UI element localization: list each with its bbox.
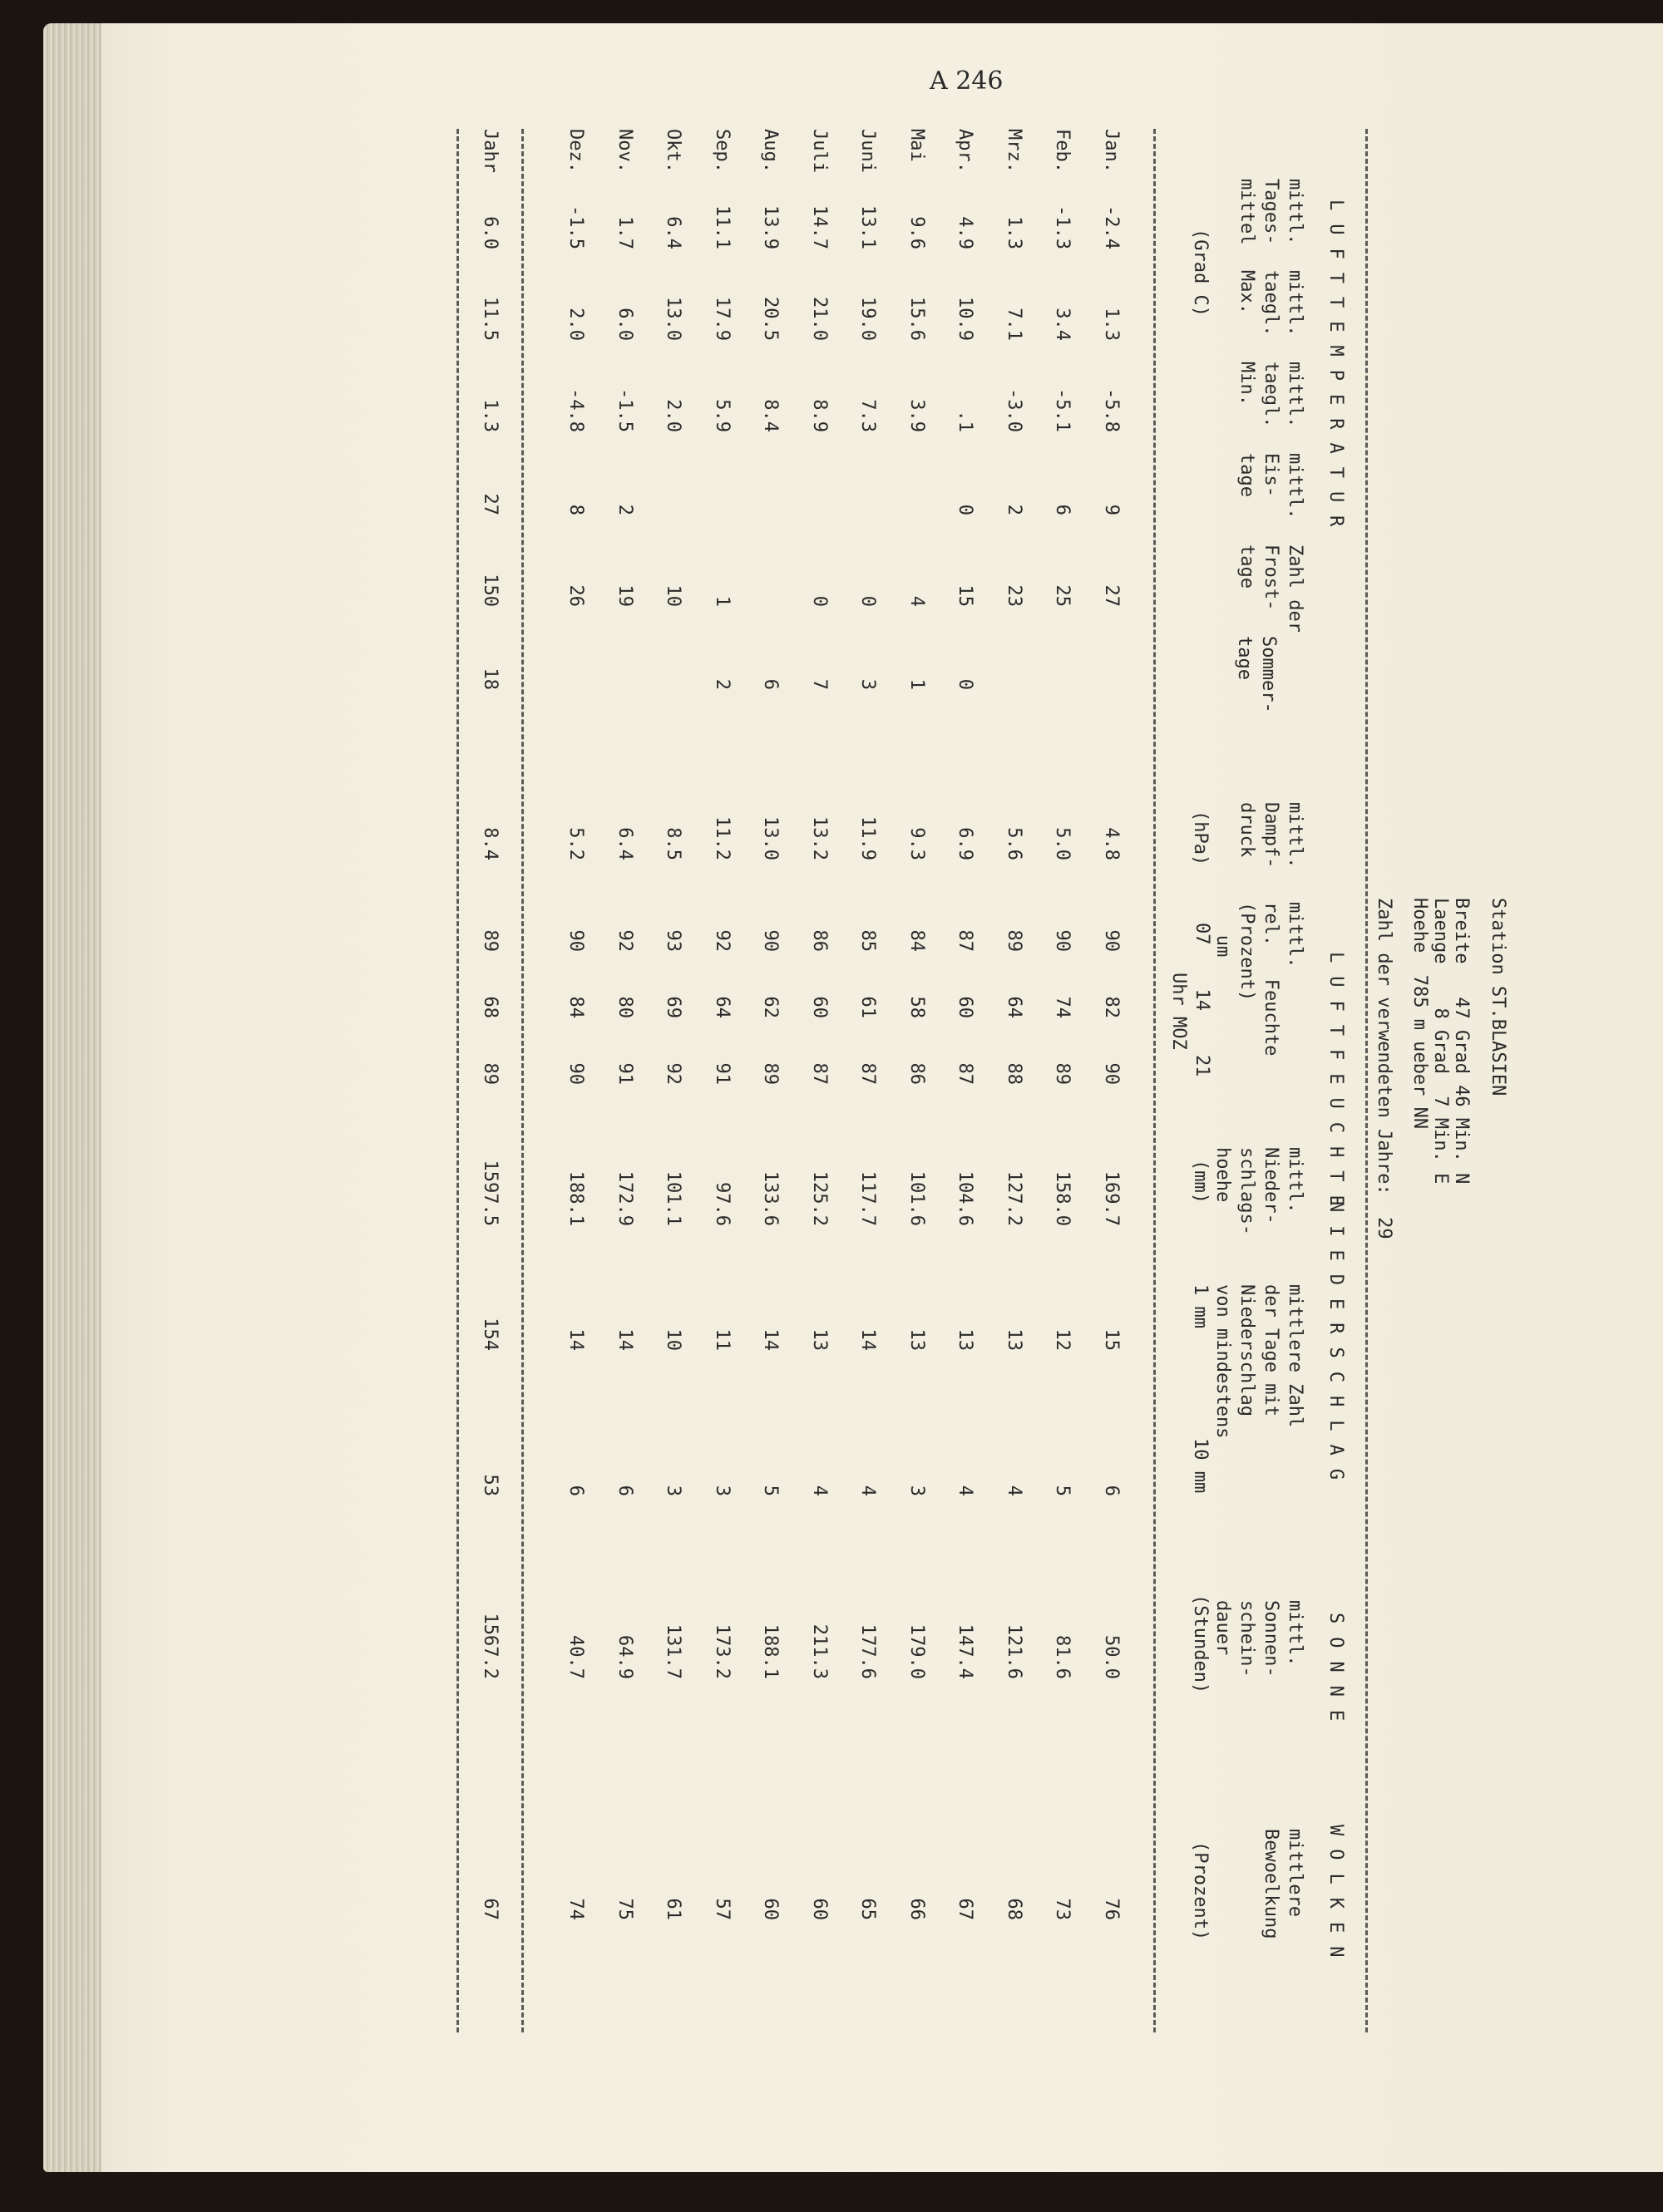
cell-max: 20.5 [760,297,782,341]
header-taegl-max: mittl. taegl. Max. [1236,270,1305,337]
cell-min: -4.8 [565,388,587,432]
month-label: Feb. [1052,129,1073,173]
cell-sommertage: 1 [906,678,927,690]
header-niederschlagshoehe: mittl. Nieder- schlags- hoehe [1212,1147,1305,1235]
cell-feuchte-21: 89 [480,1062,501,1085]
cell-tage-1mm: 13 [955,1328,976,1351]
cell-max: 17.9 [712,297,733,341]
header-dampfdruck: mittl. Dampf- druck [1236,802,1305,869]
cell-bewoelkung: 60 [760,1898,782,1920]
unit-10mm: 10 mm [1190,1438,1211,1494]
cell-feuchte-14: 69 [663,996,684,1018]
header-sonnenscheindauer: mittl. Sonnen- schein- dauer [1212,1600,1305,1677]
month-label: Jahr [480,129,501,173]
month-label: Jan. [1101,129,1122,173]
cell-max: 6.0 [614,308,635,341]
cell-bewoelkung: 65 [857,1898,879,1920]
cell-frosttage: 27 [1101,584,1122,607]
cell-tage-1mm: 13 [809,1328,830,1351]
cell-dampfdruck: 13.2 [809,816,830,860]
cell-feuchte-14: 61 [857,996,879,1018]
cell-sonne: 147.4 [955,1623,976,1679]
cell-feuchte-21: 87 [857,1062,879,1085]
month-label: Okt. [663,129,684,173]
cell-min: .1 [955,410,976,432]
unit-feuchte-uhr: Uhr MOZ [1168,973,1189,1050]
rule-year-top [521,129,524,2032]
cell-dampfdruck: 6.9 [955,827,976,860]
cell-feuchte-07: 89 [1004,929,1024,952]
cell-min: 8.4 [760,399,782,432]
unit-feuchte-times: 07 14 21 [1192,923,1212,1077]
cell-tage-1mm: 154 [480,1318,501,1351]
cell-feuchte-21: 89 [1052,1062,1073,1085]
cell-feuchte-07: 87 [955,929,976,952]
cell-feuchte-07: 92 [712,929,733,952]
cell-tage-1mm: 14 [614,1328,635,1351]
cell-sonne: 179.0 [906,1623,927,1679]
cell-dampfdruck: 11.9 [857,816,879,860]
cell-sonne: 188.1 [760,1623,782,1679]
cell-dampfdruck: 13.0 [760,816,782,860]
cell-tage-10mm: 4 [1004,1485,1024,1496]
cell-feuchte-07: 90 [1101,929,1122,952]
cell-tage-10mm: 3 [712,1485,733,1496]
cell-feuchte-07: 85 [857,929,879,952]
cell-sommertage: 18 [480,668,501,690]
cell-feuchte-07: 90 [760,929,782,952]
station-longitude: Laenge 8 Grad 7 Min. E [1430,898,1451,1185]
cell-tage-10mm: 5 [1052,1485,1073,1496]
cell-bewoelkung: 76 [1101,1898,1122,1920]
cell-tage-10mm: 3 [663,1485,684,1496]
cell-tagesmittel: 1.3 [1004,216,1024,249]
station-years: Zahl der verwendeten Jahre: 29 [1374,898,1394,1239]
cell-min: 3.9 [906,399,927,432]
cell-feuchte-07: 90 [565,929,587,952]
cell-bewoelkung: 61 [663,1898,684,1920]
cell-max: 10.9 [955,297,976,341]
cell-niederschlag: 101.1 [663,1170,684,1226]
cell-dampfdruck: 6.4 [614,827,635,860]
cell-sommertage: 0 [955,678,976,690]
cell-dampfdruck: 4.8 [1101,827,1122,860]
cell-feuchte-21: 91 [712,1062,733,1085]
month-label: Juni [857,129,879,173]
cell-niederschlag: 127.2 [1004,1170,1024,1226]
cell-bewoelkung: 57 [712,1898,733,1920]
cell-sonne: 131.7 [663,1623,684,1679]
cell-tage-1mm: 15 [1101,1328,1122,1351]
cell-tagesmittel: 14.7 [809,205,830,249]
cell-feuchte-21: 87 [955,1062,976,1085]
cell-dampfdruck: 5.2 [565,827,587,860]
cell-max: 21.0 [809,297,830,341]
cell-frosttage: 0 [809,595,830,607]
header-tagesmittel: mittl. Tages- mittel [1236,179,1305,245]
cell-bewoelkung: 67 [955,1898,976,1920]
cell-min: 5.9 [712,399,733,432]
cell-eistage: 2 [1004,504,1024,515]
cell-tagesmittel: 13.9 [760,205,782,249]
cell-niederschlag: 1597.5 [480,1160,501,1226]
cell-bewoelkung: 68 [1004,1898,1024,1920]
unit-niederschlag: (mm) [1190,1160,1211,1204]
month-label: Mrz. [1004,129,1024,173]
cell-min: -5.1 [1052,388,1073,432]
station-title: Station ST.BLASIEN [1488,898,1508,1096]
header-frosttage: Zahl der Frost- tage [1236,544,1305,633]
cell-dampfdruck: 8.4 [480,827,501,860]
cell-frosttage: 1 [712,595,733,607]
cell-tage-1mm: 11 [712,1328,733,1351]
cell-frosttage: 23 [1004,584,1024,607]
cell-eistage: 0 [955,504,976,515]
unit-wolken: (Prozent) [1190,1841,1211,1941]
cell-eistage: 9 [1101,504,1122,515]
cell-eistage: 8 [565,504,587,515]
cell-sonne: 121.6 [1004,1623,1024,1679]
cell-niederschlag: 169.7 [1101,1170,1122,1226]
cell-tage-10mm: 6 [565,1485,587,1496]
cell-frosttage: 10 [663,584,684,607]
cell-tage-1mm: 14 [760,1328,782,1351]
cell-bewoelkung: 74 [565,1898,587,1920]
climate-table [426,129,1515,2032]
header-rel-feuchte: mittl. rel. Feuchte (Prozent) um [1212,902,1305,1057]
cell-niederschlag: 125.2 [809,1170,830,1226]
cell-sonne: 177.6 [857,1623,879,1679]
cell-frosttage: 150 [480,574,501,607]
cell-tagesmittel: 6.0 [480,216,501,249]
header-taegl-min: mittl. taegl. Min. [1236,362,1305,428]
cell-sonne: 40.7 [565,1635,587,1679]
cell-max: 3.4 [1052,308,1073,341]
month-label: Aug. [760,129,782,173]
cell-feuchte-21: 90 [565,1062,587,1085]
cell-feuchte-21: 89 [760,1062,782,1085]
cell-feuchte-07: 84 [906,929,927,952]
book-page-edges [43,23,101,2172]
cell-feuchte-21: 91 [614,1062,635,1085]
cell-feuchte-14: 64 [712,996,733,1018]
cell-tagesmittel: 11.1 [712,205,733,249]
cell-feuchte-21: 90 [1101,1062,1122,1085]
cell-tage-1mm: 13 [1004,1328,1024,1351]
cell-max: 7.1 [1004,308,1024,341]
group-niederschlag: NIEDERSCHLAG [1325,1201,1346,1493]
station-latitude: Breite 47 Grad 46 Min. N [1451,898,1472,1185]
cell-sonne: 211.3 [809,1623,830,1679]
cell-tagesmittel: -1.3 [1052,205,1073,249]
cell-max: 1.3 [1101,308,1122,341]
cell-feuchte-14: 60 [955,996,976,1018]
header-bewoelkung: mittlere Bewoelkung [1261,1829,1305,1939]
header-sommertage: Sommer- tage [1234,636,1279,713]
rule-header [1153,129,1156,2032]
unit-1mm: 1 mm [1190,1284,1211,1328]
cell-sonne: 173.2 [712,1623,733,1679]
cell-min: -3.0 [1004,388,1024,432]
month-label: Juli [809,129,830,173]
cell-tage-10mm: 6 [614,1485,635,1496]
cell-tage-1mm: 13 [906,1328,927,1351]
cell-tagesmittel: 4.9 [955,216,976,249]
cell-min: -5.8 [1101,388,1122,432]
group-lufttemperatur: LUFTTEMPERATUR [1325,200,1346,540]
cell-frosttage: 19 [614,584,635,607]
month-label: Apr. [955,129,976,173]
cell-tage-1mm: 14 [565,1328,587,1351]
cell-tage-10mm: 4 [955,1485,976,1496]
cell-feuchte-21: 92 [663,1062,684,1085]
cell-tage-10mm: 53 [480,1474,501,1496]
cell-feuchte-14: 58 [906,996,927,1018]
cell-niederschlag: 172.9 [614,1170,635,1226]
cell-bewoelkung: 73 [1052,1898,1073,1920]
unit-dampfdruck: (hPa) [1190,810,1211,866]
header-niederschlagstage: mittlere Zahl der Tage mit Niederschlag von mindestens [1212,1284,1305,1439]
rule-top [1365,129,1368,2032]
cell-tagesmittel: 13.1 [857,205,879,249]
cell-frosttage: 25 [1052,584,1073,607]
cell-min: 2.0 [663,399,684,432]
cell-feuchte-14: 82 [1101,996,1122,1018]
cell-sommertage: 3 [857,678,879,690]
cell-niederschlag: 97.6 [712,1182,733,1226]
cell-eistage: 2 [614,504,635,515]
group-sonne: SONNE [1325,1613,1346,1735]
cell-frosttage: 15 [955,584,976,607]
cell-dampfdruck: 9.3 [906,827,927,860]
cell-sommertage: 2 [712,678,733,690]
month-label: Nov. [614,129,635,173]
month-label: Sep. [712,129,733,173]
cell-feuchte-07: 89 [480,929,501,952]
cell-feuchte-07: 86 [809,929,830,952]
cell-eistage: 27 [480,493,501,515]
cell-max: 15.6 [906,297,927,341]
cell-dampfdruck: 8.5 [663,827,684,860]
cell-tage-1mm: 10 [663,1328,684,1351]
cell-frosttage: 4 [906,595,927,607]
cell-tagesmittel: 9.6 [906,216,927,249]
cell-bewoelkung: 67 [480,1898,501,1920]
page-number: A 246 [930,67,1004,96]
cell-feuchte-14: 62 [760,996,782,1018]
cell-frosttage: 26 [565,584,587,607]
cell-max: 2.0 [565,308,587,341]
cell-tagesmittel: -1.5 [565,205,587,249]
cell-bewoelkung: 75 [614,1898,635,1920]
cell-feuchte-21: 87 [809,1062,830,1085]
cell-feuchte-14: 74 [1052,996,1073,1018]
unit-sonne: (Stunden) [1190,1594,1211,1694]
cell-min: -1.5 [614,388,635,432]
group-wolken: WOLKEN [1325,1825,1346,1971]
cell-tage-10mm: 4 [857,1485,879,1496]
month-label: Dez. [565,129,587,173]
cell-sommertage: 7 [809,678,830,690]
cell-sonne: 50.0 [1101,1635,1122,1679]
cell-feuchte-07: 93 [663,929,684,952]
cell-dampfdruck: 5.0 [1052,827,1073,860]
cell-tagesmittel: 6.4 [663,216,684,249]
cell-tage-1mm: 12 [1052,1328,1073,1351]
cell-niederschlag: 117.7 [857,1170,879,1226]
cell-tage-10mm: 6 [1101,1485,1122,1496]
cell-min: 1.3 [480,399,501,432]
unit-temperature: (Grad C) [1190,229,1211,317]
month-label: Mai [906,129,927,162]
cell-tage-1mm: 14 [857,1328,879,1351]
cell-max: 13.0 [663,297,684,341]
station-altitude: Hoehe 785 m ueber NN [1409,898,1430,1130]
cell-feuchte-14: 68 [480,996,501,1018]
cell-bewoelkung: 60 [809,1898,830,1920]
group-luftfeuchte: LUFTFEUCHTE [1325,952,1346,1219]
cell-tage-10mm: 5 [760,1485,782,1496]
cell-dampfdruck: 11.2 [712,816,733,860]
cell-tage-10mm: 3 [906,1485,927,1496]
cell-tagesmittel: -2.4 [1101,205,1122,249]
cell-feuchte-14: 80 [614,996,635,1018]
cell-niederschlag: 188.1 [565,1170,587,1226]
cell-max: 11.5 [480,297,501,341]
cell-niederschlag: 158.0 [1052,1170,1073,1226]
cell-niederschlag: 104.6 [955,1170,976,1226]
cell-feuchte-21: 86 [906,1062,927,1085]
cell-sonne: 64.9 [614,1635,635,1679]
cell-sonne: 81.6 [1052,1635,1073,1679]
cell-niederschlag: 101.6 [906,1170,927,1226]
cell-bewoelkung: 66 [906,1898,927,1920]
cell-min: 7.3 [857,399,879,432]
cell-feuchte-14: 60 [809,996,830,1018]
cell-dampfdruck: 5.6 [1004,827,1024,860]
cell-feuchte-07: 92 [614,929,635,952]
cell-frosttage: 0 [857,595,879,607]
cell-max: 19.0 [857,297,879,341]
cell-niederschlag: 133.6 [760,1170,782,1226]
cell-min: 8.9 [809,399,830,432]
cell-tage-10mm: 4 [809,1485,830,1496]
cell-feuchte-21: 88 [1004,1062,1024,1085]
cell-tagesmittel: 1.7 [614,216,635,249]
cell-sonne: 1567.2 [480,1613,501,1679]
cell-feuchte-14: 84 [565,996,587,1018]
cell-eistage: 6 [1052,504,1073,515]
cell-sommertage: 6 [760,678,782,690]
rule-bottom [456,129,459,2032]
cell-feuchte-14: 64 [1004,996,1024,1018]
header-eistage: mittl. Eis- tage [1236,453,1305,520]
cell-feuchte-07: 90 [1052,929,1073,952]
